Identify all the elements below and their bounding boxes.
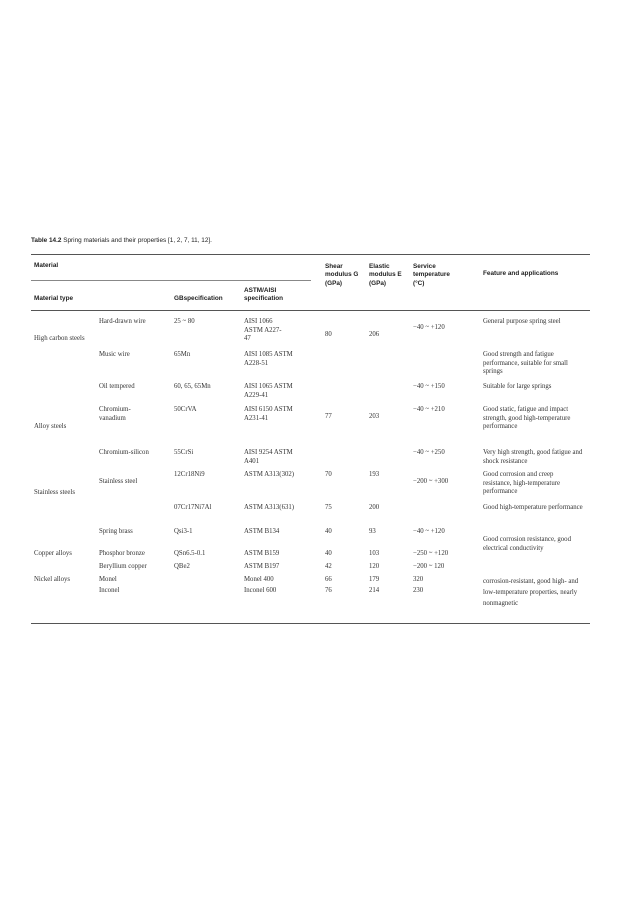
- header-astm-spec: ASTM/AISI specification: [244, 287, 284, 303]
- row-monel-e: 179: [369, 576, 380, 583]
- row-chrome-vanadium-feature: Good static, fatigue and impact strength, good high-temperature performance: [483, 406, 571, 431]
- row-chrome-vanadium-astm: AISI 6150 ASTM A231-41: [244, 406, 293, 422]
- header-elastic-modulus: Elastic modulus E (GPa): [369, 263, 402, 287]
- header-gb-spec: GBspecification: [174, 295, 223, 302]
- row-precip-feature: Good high-temperature performance: [483, 504, 583, 511]
- row-precip-g: 75: [325, 504, 332, 511]
- row-music-wire-feature: Good strength and fatigue performance, suitable for small springs: [483, 351, 568, 376]
- row-oil-tempered-temp: −40 ~ +150: [413, 383, 445, 390]
- row-brass-g: 40: [325, 528, 332, 535]
- row-alloy-e: 203: [369, 413, 380, 420]
- row-oil-tempered-gb: 60, 65, 65Mn: [174, 383, 211, 390]
- row-music-wire-gb: 65Mn: [174, 351, 191, 358]
- row-inconel-sub: Inconel: [99, 587, 120, 594]
- bottom-rule: [31, 623, 590, 624]
- row-hard-drawn-astm: AISI 1066 ASTM A227-47: [244, 318, 282, 343]
- top-rule: [31, 254, 590, 255]
- table-caption: [31, 237, 212, 244]
- row-brass-gb: Qsi3-1: [174, 528, 193, 535]
- row-hard-drawn-feature: General purpose spring steel: [483, 318, 561, 325]
- row-chrome-silicon-sub: Chromium-silicon: [99, 449, 149, 456]
- row-monel-g: 66: [325, 576, 332, 583]
- row-phosphor-temp: −250 ~ +120: [413, 550, 449, 557]
- row-chrome-vanadium-temp: −40 ~ +210: [413, 406, 445, 413]
- row-chrome-vanadium-gb: 50CrVA: [174, 406, 197, 413]
- group-high-carbon: High carbon steels: [34, 335, 85, 342]
- row-phosphor-sub: Phosphor bronze: [99, 550, 145, 557]
- table-title: Spring materials and their properties [1, 2, 7, 11, 12].: [63, 237, 212, 244]
- row-high-carbon-g: 80: [325, 331, 332, 338]
- row-hard-drawn-temp: −40 ~ +120: [413, 324, 445, 331]
- table-label: Table 14.2: [31, 237, 62, 244]
- row-chrome-vanadium-sub: Chromium-vanadium: [99, 406, 131, 422]
- row-precip-e: 200: [369, 504, 380, 511]
- nickel-feature: corrosion-resistant, good high- and low-temperature properties, nearly nonmagnetic: [483, 578, 579, 608]
- row-phosphor-e: 103: [369, 550, 380, 557]
- row-oil-tempered-feature: Suitable for large springs: [483, 383, 552, 390]
- row-chrome-silicon-feature: Very high strength, good fatigue and shock resistance: [483, 449, 583, 465]
- row-stainless-temp: −200 ~ +300: [413, 478, 449, 485]
- row-stainless-sub: Stainless steel: [99, 478, 138, 485]
- row-chrome-silicon-gb: 55CrSi: [174, 449, 194, 456]
- group-nickel: Nickel alloys: [34, 576, 71, 583]
- row-beryllium-sub: Beryllium copper: [99, 563, 147, 570]
- row-stainless-g: 70: [325, 471, 332, 478]
- row-brass-e: 93: [369, 528, 376, 535]
- row-brass-sub: Spring brass: [99, 528, 133, 535]
- material-underline: [31, 280, 311, 281]
- row-beryllium-temp: −200 ~ 120: [413, 563, 445, 570]
- row-inconel-temp: 230: [413, 587, 424, 594]
- row-brass-astm: ASTM B134: [244, 528, 280, 535]
- group-copper: Copper alloys: [34, 550, 72, 557]
- row-stainless-e: 193: [369, 471, 380, 478]
- row-music-wire-sub: Music wire: [99, 351, 130, 358]
- row-music-wire-astm: AISI 1085 ASTM A228-51: [244, 351, 293, 367]
- group-alloy: Alloy steels: [34, 423, 67, 430]
- row-phosphor-astm: ASTM B159: [244, 550, 280, 557]
- row-beryllium-e: 120: [369, 563, 380, 570]
- row-monel-astm: Monel 400: [244, 576, 274, 583]
- header-shear-modulus: Shear modulus G (GPa): [325, 263, 359, 287]
- row-oil-tempered-astm: AISI 1065 ASTM A229-41: [244, 383, 293, 399]
- copper-feature: Good corrosion resistance, good electrical conductivity: [483, 536, 571, 552]
- row-hard-drawn-sub: Hard-drawn wire: [99, 318, 146, 325]
- row-hard-drawn-gb: 25 ~ 80: [174, 318, 195, 325]
- row-inconel-g: 76: [325, 587, 332, 594]
- row-high-carbon-e: 206: [369, 331, 380, 338]
- header-features: Feature and applications: [483, 270, 559, 277]
- row-beryllium-astm: ASTM B197: [244, 563, 280, 570]
- row-precip-gb: 07Cr17Ni7Al: [174, 504, 212, 511]
- row-stainless-astm: ASTM A313(302): [244, 471, 295, 478]
- row-oil-tempered-sub: Oil tempered: [99, 383, 135, 390]
- row-stainless-feature: Good corrosion and creep resistance, high-temperature performance: [483, 471, 560, 496]
- row-brass-temp: −40 ~ +120: [413, 528, 445, 535]
- row-chrome-silicon-temp: −40 ~ +250: [413, 449, 445, 456]
- row-monel-sub: Monel: [99, 576, 117, 583]
- row-monel-temp: 320: [413, 576, 424, 583]
- header-material: Material: [34, 262, 59, 269]
- row-beryllium-gb: QBe2: [174, 563, 190, 570]
- row-alloy-g: 77: [325, 413, 332, 420]
- row-chrome-silicon-astm: AISI 9254 ASTM A401: [244, 449, 293, 465]
- row-precip-astm: ASTM A313(631): [244, 504, 295, 511]
- row-stainless-gb: 12Cr18Ni9: [174, 471, 205, 478]
- row-beryllium-g: 42: [325, 563, 332, 570]
- row-inconel-e: 214: [369, 587, 380, 594]
- header-rule: [31, 310, 590, 311]
- row-phosphor-g: 40: [325, 550, 332, 557]
- row-phosphor-gb: QSn6.5-0.1: [174, 550, 206, 557]
- group-stainless: Stainless steels: [34, 489, 75, 496]
- row-inconel-astm: Inconel 600: [244, 587, 277, 594]
- header-material-type: Material type: [34, 295, 74, 302]
- header-service-temp: Service temperature (°C): [413, 263, 450, 287]
